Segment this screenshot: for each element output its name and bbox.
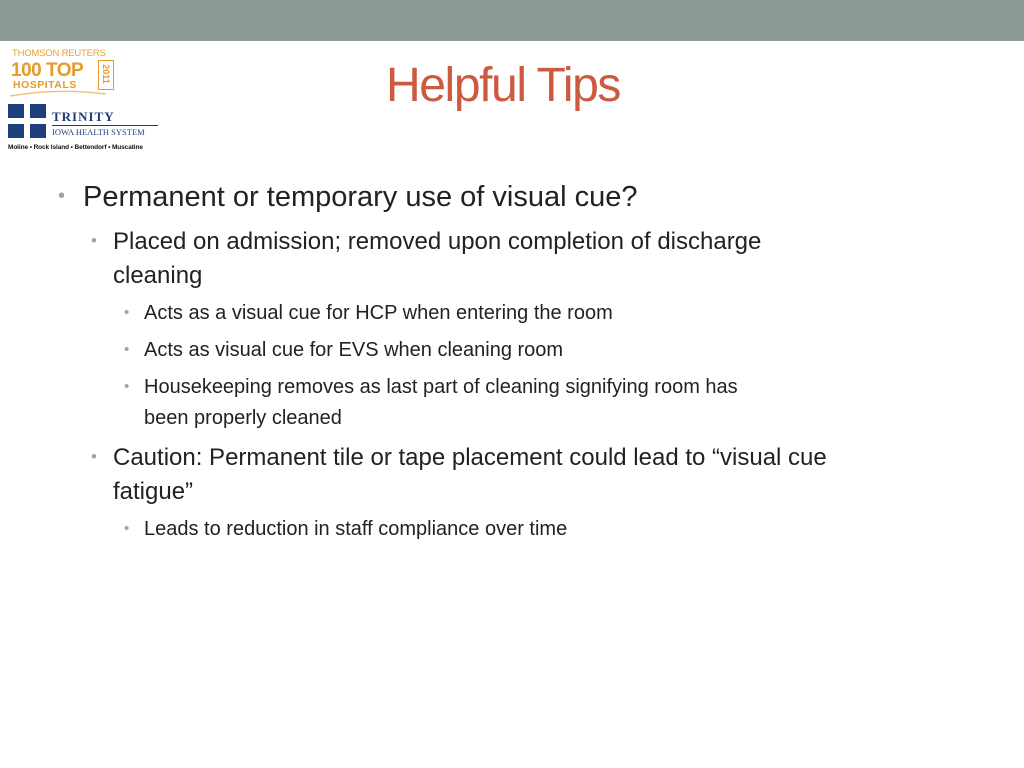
trinity-cities-text: Moline • Rock Island • Bettendorf • Muscatine [8,144,143,151]
bullet-marker: • [124,341,130,358]
trinity-name-text: TRINITY [52,109,115,124]
bullet-level1-item: Permanent or temporary use of visual cue? [83,181,638,213]
bullet-level3-item: Leads to reduction in staff compliance over time [144,518,568,540]
top-banner-bar [0,0,1024,41]
bullet-level2-item-continued: cleaning [113,262,203,289]
bullet-marker: • [58,185,66,207]
trinity-subtitle-text: IOWA HEALTH SYSTEM [52,127,145,137]
bullet-marker: • [124,378,130,395]
logo-year-text: 2011 [101,64,111,84]
slide-title: Helpful Tips [386,59,620,112]
bullet-level2-item-continued: fatigue” [113,478,194,505]
bullet-level3-item: Acts as a visual cue for HCP when entering the room [144,302,613,324]
bullet-level3-item-continued: been properly cleaned [144,407,342,429]
logo-publisher-text: THOMSON REUTERS [12,48,106,59]
bullet-marker: • [91,231,97,250]
bullet-level3-item: Housekeeping removes as last part of cleaning signifying room has [144,376,738,398]
bullet-marker: • [124,304,130,321]
bullet-level2-item: Caution: Permanent tile or tape placement could lead to “visual cue [113,444,827,471]
trinity-divider [52,125,158,126]
bullet-marker: • [91,447,97,466]
bullet-level3-item: Acts as visual cue for EVS when cleaning room [144,339,564,361]
logo-award-text: 100 TOP [11,60,84,81]
logo-category-text: HOSPITALS [13,79,77,91]
bullet-marker: • [124,520,130,537]
bullet-level2-item: Placed on admission; removed upon completion of discharge [113,228,762,255]
